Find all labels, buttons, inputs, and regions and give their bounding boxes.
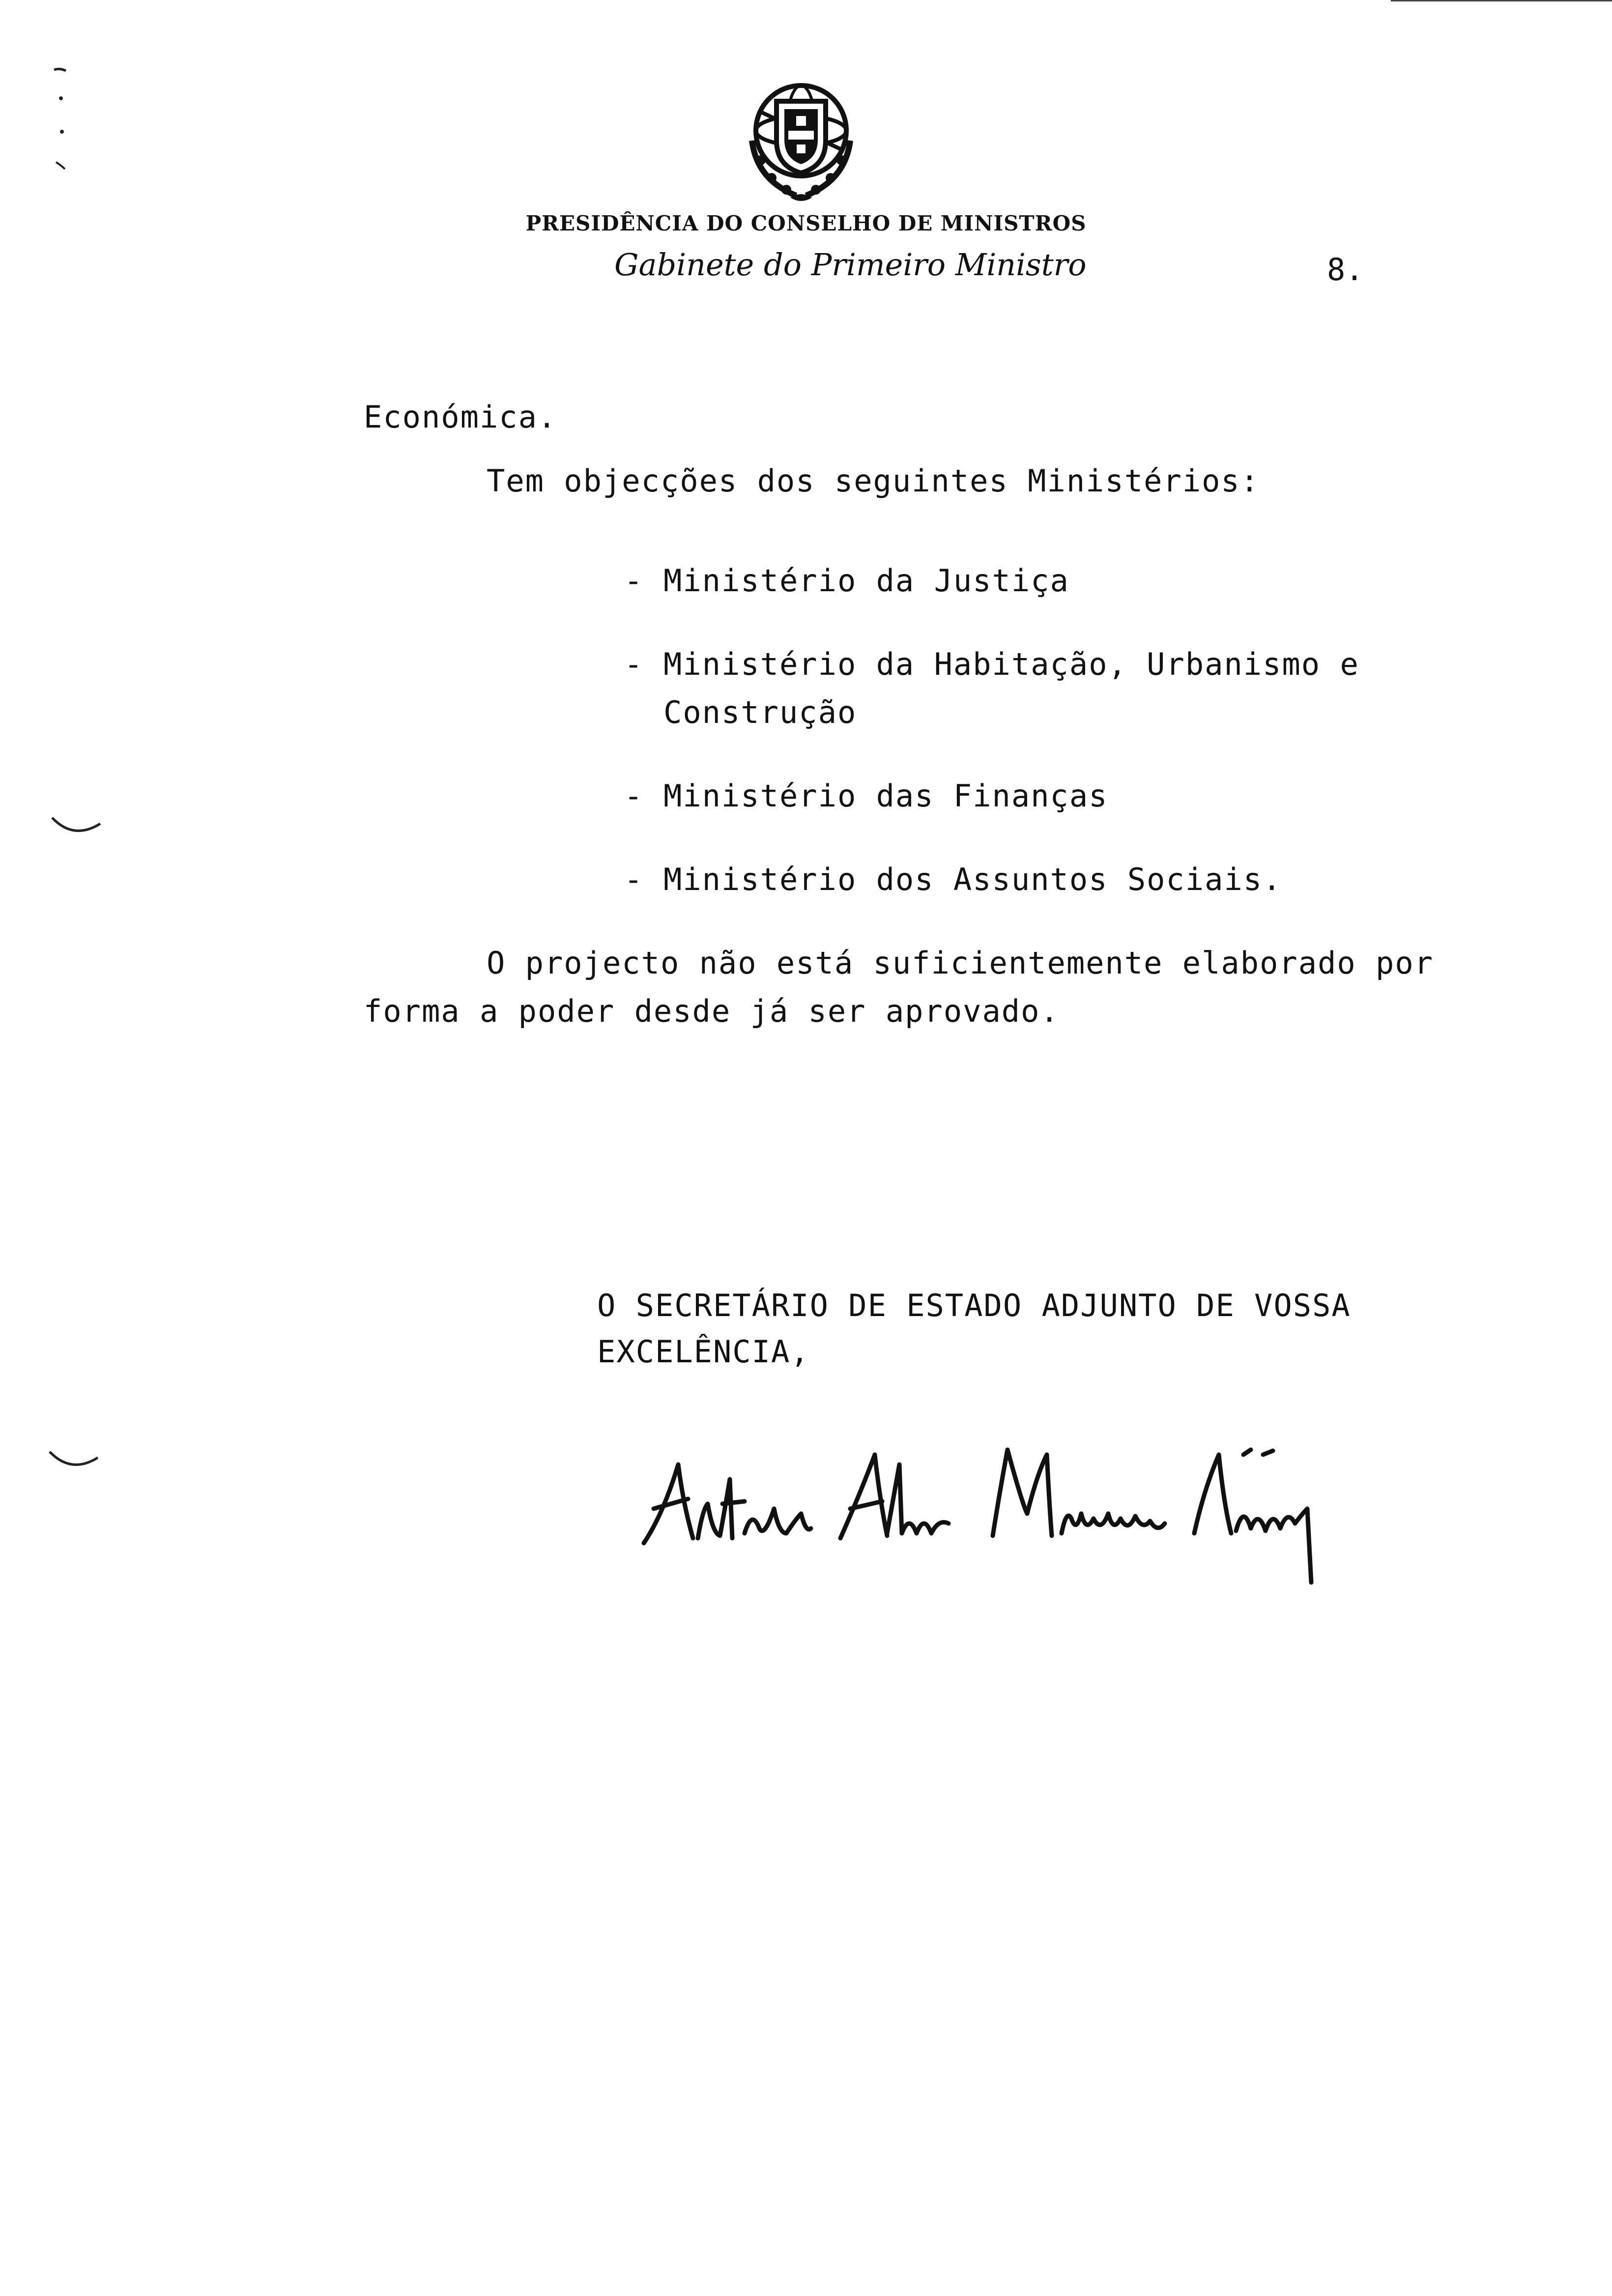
list-dash: - (624, 778, 644, 814)
list-item (624, 772, 1514, 820)
letter-body (364, 393, 1514, 1035)
list-dash: - (624, 861, 644, 897)
office-name: Gabinete do Primeiro Ministro (614, 247, 1087, 283)
letterhead (0, 74, 1612, 310)
organization-name: PRESIDÊNCIA DO CONSELHO DE MINISTROS (525, 211, 1087, 235)
paragraph-conclusion: O projecto não está suficientemente elaborado por forma a poder desde já ser aprovado. (364, 945, 1453, 1029)
portuguese-coat-of-arms-icon (737, 82, 865, 204)
paragraph-economica: Económica. (364, 399, 557, 435)
list-dash: - (624, 563, 644, 599)
ministry-name: Ministério dos Assuntos Sociais. (663, 861, 1282, 897)
list-item (624, 856, 1514, 904)
list-item (624, 640, 1514, 737)
ministry-name: Ministério da Habitação, Urbanismo e Construção (663, 646, 1359, 730)
handwritten-signature (634, 1435, 1391, 1592)
paragraph-objections-intro: Tem objecções dos seguintes Ministérios: (487, 463, 1260, 499)
signature-block (597, 1283, 1433, 1375)
signatory-title-line-2: EXCELÊNCIA, (597, 1334, 810, 1370)
margin-curve-mark-icon (47, 1445, 101, 1479)
ministries-list (364, 557, 1514, 904)
margin-curve-mark-icon (49, 811, 103, 845)
ministry-name: Ministério das Finanças (663, 778, 1108, 814)
list-item (624, 557, 1514, 605)
page-number: 8. (1327, 252, 1364, 287)
list-dash: - (624, 646, 644, 682)
ministry-name: Ministério da Justiça (663, 563, 1069, 599)
signatory-title-line-1: O SECRETÁRIO DE ESTADO ADJUNTO DE VOSSA (597, 1288, 1351, 1323)
scan-edge-rule (1391, 0, 1612, 1)
